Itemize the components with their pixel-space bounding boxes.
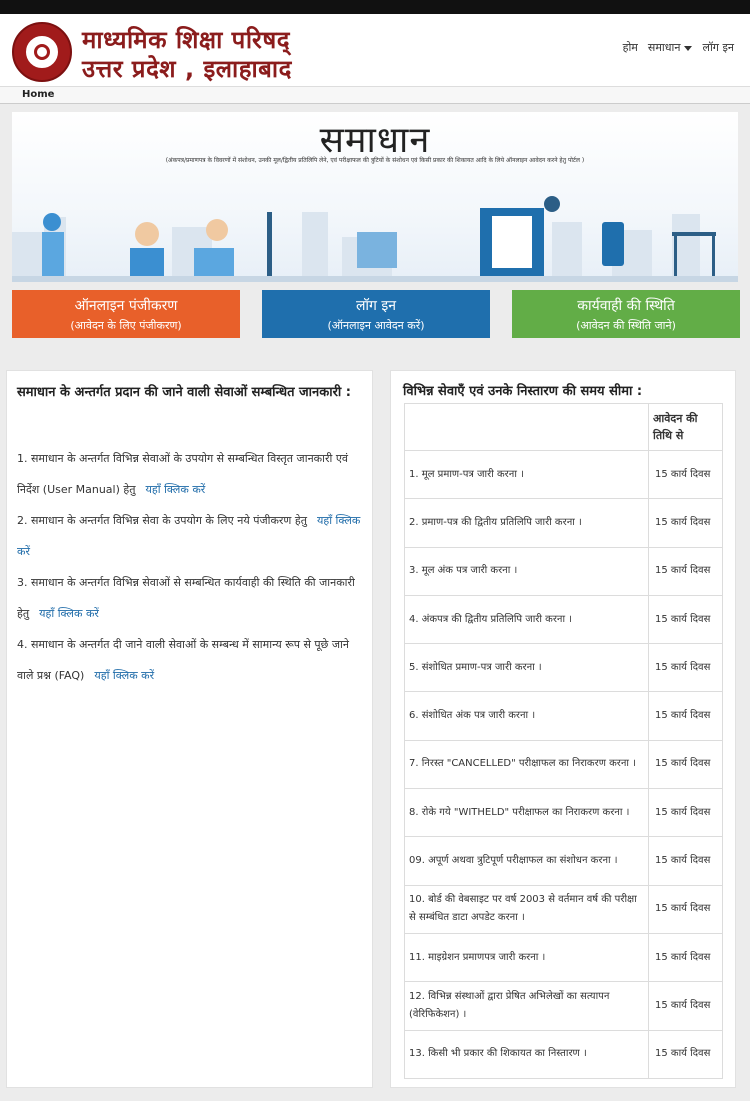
nav-login[interactable]: लॉग इन bbox=[702, 41, 734, 54]
user-manual-link[interactable]: यहाँ क्लिक करें bbox=[145, 483, 206, 496]
service-info-text: 1. समाधान के अन्तर्गत विभिन्न सेवाओं के उपयोग से सम्बन्धित विस्तृत जानकारी एवं निर्देश (User Manual) हेतु bbox=[17, 452, 349, 496]
seal-emblem bbox=[34, 44, 50, 60]
org-location: उत्तर प्रदेश , इलाहाबाद bbox=[82, 55, 292, 83]
service-info-text: 2. समाधान के अन्तर्गत विभिन्न सेवा के उपयोग के लिए नये पंजीकरण हेतु bbox=[17, 514, 307, 527]
service-timeline-heading: विभिन्न सेवाएँ एवं उनके निस्तारण की समय सीमा : bbox=[403, 384, 643, 399]
service-days-cell: 15 कार्य दिवस bbox=[649, 837, 723, 885]
top-nav bbox=[623, 40, 734, 55]
up-government-seal-icon[interactable] bbox=[12, 22, 72, 82]
application-status-button[interactable] bbox=[512, 290, 740, 338]
login-title: लॉग इन bbox=[355, 298, 397, 314]
table-row bbox=[405, 837, 723, 885]
status-title: कार्यवाही की स्थिति bbox=[577, 298, 675, 314]
service-column-header bbox=[405, 404, 649, 451]
service-name-cell: 7. निरस्त "CANCELLED" परीक्षाफल का निराकरण करना । bbox=[405, 740, 649, 788]
service-info-item bbox=[17, 505, 367, 567]
service-name-cell: 13. किसी भी प्रकार की शिकायत का निस्तारण । bbox=[405, 1030, 649, 1078]
service-name-cell: 3. मूल अंक पत्र जारी करना । bbox=[405, 547, 649, 595]
service-name-cell: 1. मूल प्रमाण-पत्र जारी करना । bbox=[405, 451, 649, 499]
service-days-cell: 15 कार्य दिवस bbox=[649, 933, 723, 981]
service-info-item bbox=[17, 443, 367, 505]
service-days-cell: 15 कार्य दिवस bbox=[649, 982, 723, 1030]
service-name-cell: 10. बोर्ड की वेबसाइट पर वर्ष 2003 से वर्तमान वर्ष की परीक्षा से सम्बंधित डाटा अपडेट करना । bbox=[405, 885, 649, 933]
login-subtitle: (ऑनलाइन आवेदन करें) bbox=[327, 319, 425, 332]
table-row bbox=[405, 692, 723, 740]
status-link[interactable]: यहाँ क्लिक करें bbox=[39, 607, 99, 620]
days-column-header: आवेदन की तिथि से bbox=[649, 404, 723, 451]
service-name-cell: 09. अपूर्ण अथवा त्रुटिपूर्ण परीक्षाफल का संशोधन करना । bbox=[405, 837, 649, 885]
service-days-cell: 15 कार्य दिवस bbox=[649, 499, 723, 547]
table-row bbox=[405, 499, 723, 547]
table-row bbox=[405, 982, 723, 1030]
login-button[interactable] bbox=[262, 290, 490, 338]
table-row bbox=[405, 451, 723, 499]
service-info-text: 3. समाधान के अन्तर्गत विभिन्न सेवाओं से सम्बन्धित कार्यवाही की स्थिति की जानकारी हेतु bbox=[17, 576, 355, 620]
service-name-cell: 6. संशोधित अंक पत्र जारी करना । bbox=[405, 692, 649, 740]
breadcrumb-home[interactable]: Home bbox=[22, 89, 55, 100]
service-days-cell: 15 कार्य दिवस bbox=[649, 547, 723, 595]
service-days-cell: 15 कार्य दिवस bbox=[649, 595, 723, 643]
online-registration-button[interactable] bbox=[12, 290, 240, 338]
service-days-cell: 15 कार्य दिवस bbox=[649, 885, 723, 933]
org-name: माध्यमिक शिक्षा परिषद् bbox=[82, 26, 290, 54]
services-info-panel bbox=[6, 370, 373, 1088]
table-row bbox=[405, 595, 723, 643]
services-info-heading: समाधान के अन्तर्गत प्रदान की जाने वाली सेवाओं सम्बन्धित जानकारी : bbox=[17, 385, 352, 400]
chevron-down-icon bbox=[684, 46, 692, 51]
table-row bbox=[405, 740, 723, 788]
service-info-text: 4. समाधान के अन्तर्गत दी जाने वाली सेवाओं के सम्बन्ध में सामान्य रूप से पूछे जाने वाले प्रश्न (FAQ) bbox=[17, 638, 349, 682]
table-row bbox=[405, 933, 723, 981]
service-name-cell: 2. प्रमाण-पत्र की द्वितीय प्रतिलिपि जारी करना । bbox=[405, 499, 649, 547]
nav-samadhan-label: समाधान bbox=[647, 41, 681, 54]
site-header bbox=[0, 14, 750, 86]
service-name-cell: 4. अंकपत्र की द्वितीय प्रतिलिपि जारी करना । bbox=[405, 595, 649, 643]
service-name-cell: 8. रोके गये "WITHELD" परीक्षाफल का निराकरण करना । bbox=[405, 789, 649, 837]
banner-illustration bbox=[12, 192, 738, 282]
banner-subtitle: (अंकपत्र/प्रमाणपत्र के विवरणों में संशोधन, उनकी मूल/द्वितीय प्रतिलिपि लेने, एवं परीक्षाफल की त्रुटियों के संशोधन एवं किसी प्रकार की शिकायत आदि के लिये ऑनलाइन आवेदन करने हेतु पोर्टल ) bbox=[165, 157, 585, 164]
service-days-cell: 15 कार्य दिवस bbox=[649, 740, 723, 788]
nav-home[interactable]: होम bbox=[622, 41, 638, 54]
service-days-cell: 15 कार्य दिवस bbox=[649, 789, 723, 837]
samadhan-banner bbox=[12, 112, 738, 282]
service-name-cell: 11. माइग्रेशन प्रमाणपत्र जारी करना । bbox=[405, 933, 649, 981]
seal-inner bbox=[24, 34, 60, 70]
service-info-item bbox=[17, 629, 367, 691]
service-timeline-table bbox=[404, 403, 723, 1079]
service-info-item bbox=[17, 567, 367, 629]
top-status-strip bbox=[0, 0, 750, 14]
table-header-row bbox=[405, 404, 723, 451]
faq-link[interactable]: यहाँ क्लिक करें bbox=[94, 669, 155, 682]
breadcrumb-bar bbox=[0, 86, 750, 104]
table-row bbox=[405, 789, 723, 837]
registration-subtitle: (आवेदन के लिए पंजीकरण) bbox=[70, 319, 182, 332]
table-row bbox=[405, 644, 723, 692]
table-row bbox=[405, 547, 723, 595]
table-row bbox=[405, 1030, 723, 1078]
table-row bbox=[405, 885, 723, 933]
service-days-cell: 15 कार्य दिवस bbox=[649, 692, 723, 740]
service-days-cell: 15 कार्य दिवस bbox=[649, 644, 723, 692]
service-days-cell: 15 कार्य दिवस bbox=[649, 451, 723, 499]
registration-link[interactable]: यहाँ क्लिक करें bbox=[17, 514, 361, 558]
service-name-cell: 5. संशोधित प्रमाण-पत्र जारी करना । bbox=[405, 644, 649, 692]
registration-title: ऑनलाइन पंजीकरण bbox=[74, 298, 178, 314]
service-name-cell: 12. विभिन्न संस्थाओं द्वारा प्रेषित अभिलेखों का सत्यापन (वेरिफिकेशन) । bbox=[405, 982, 649, 1030]
banner-title: समाधान bbox=[319, 120, 431, 161]
service-days-cell: 15 कार्य दिवस bbox=[649, 1030, 723, 1078]
status-subtitle: (आवेदन की स्थिति जाने) bbox=[576, 319, 676, 332]
nav-samadhan-dropdown[interactable] bbox=[648, 40, 693, 55]
service-timeline-panel bbox=[390, 370, 736, 1088]
